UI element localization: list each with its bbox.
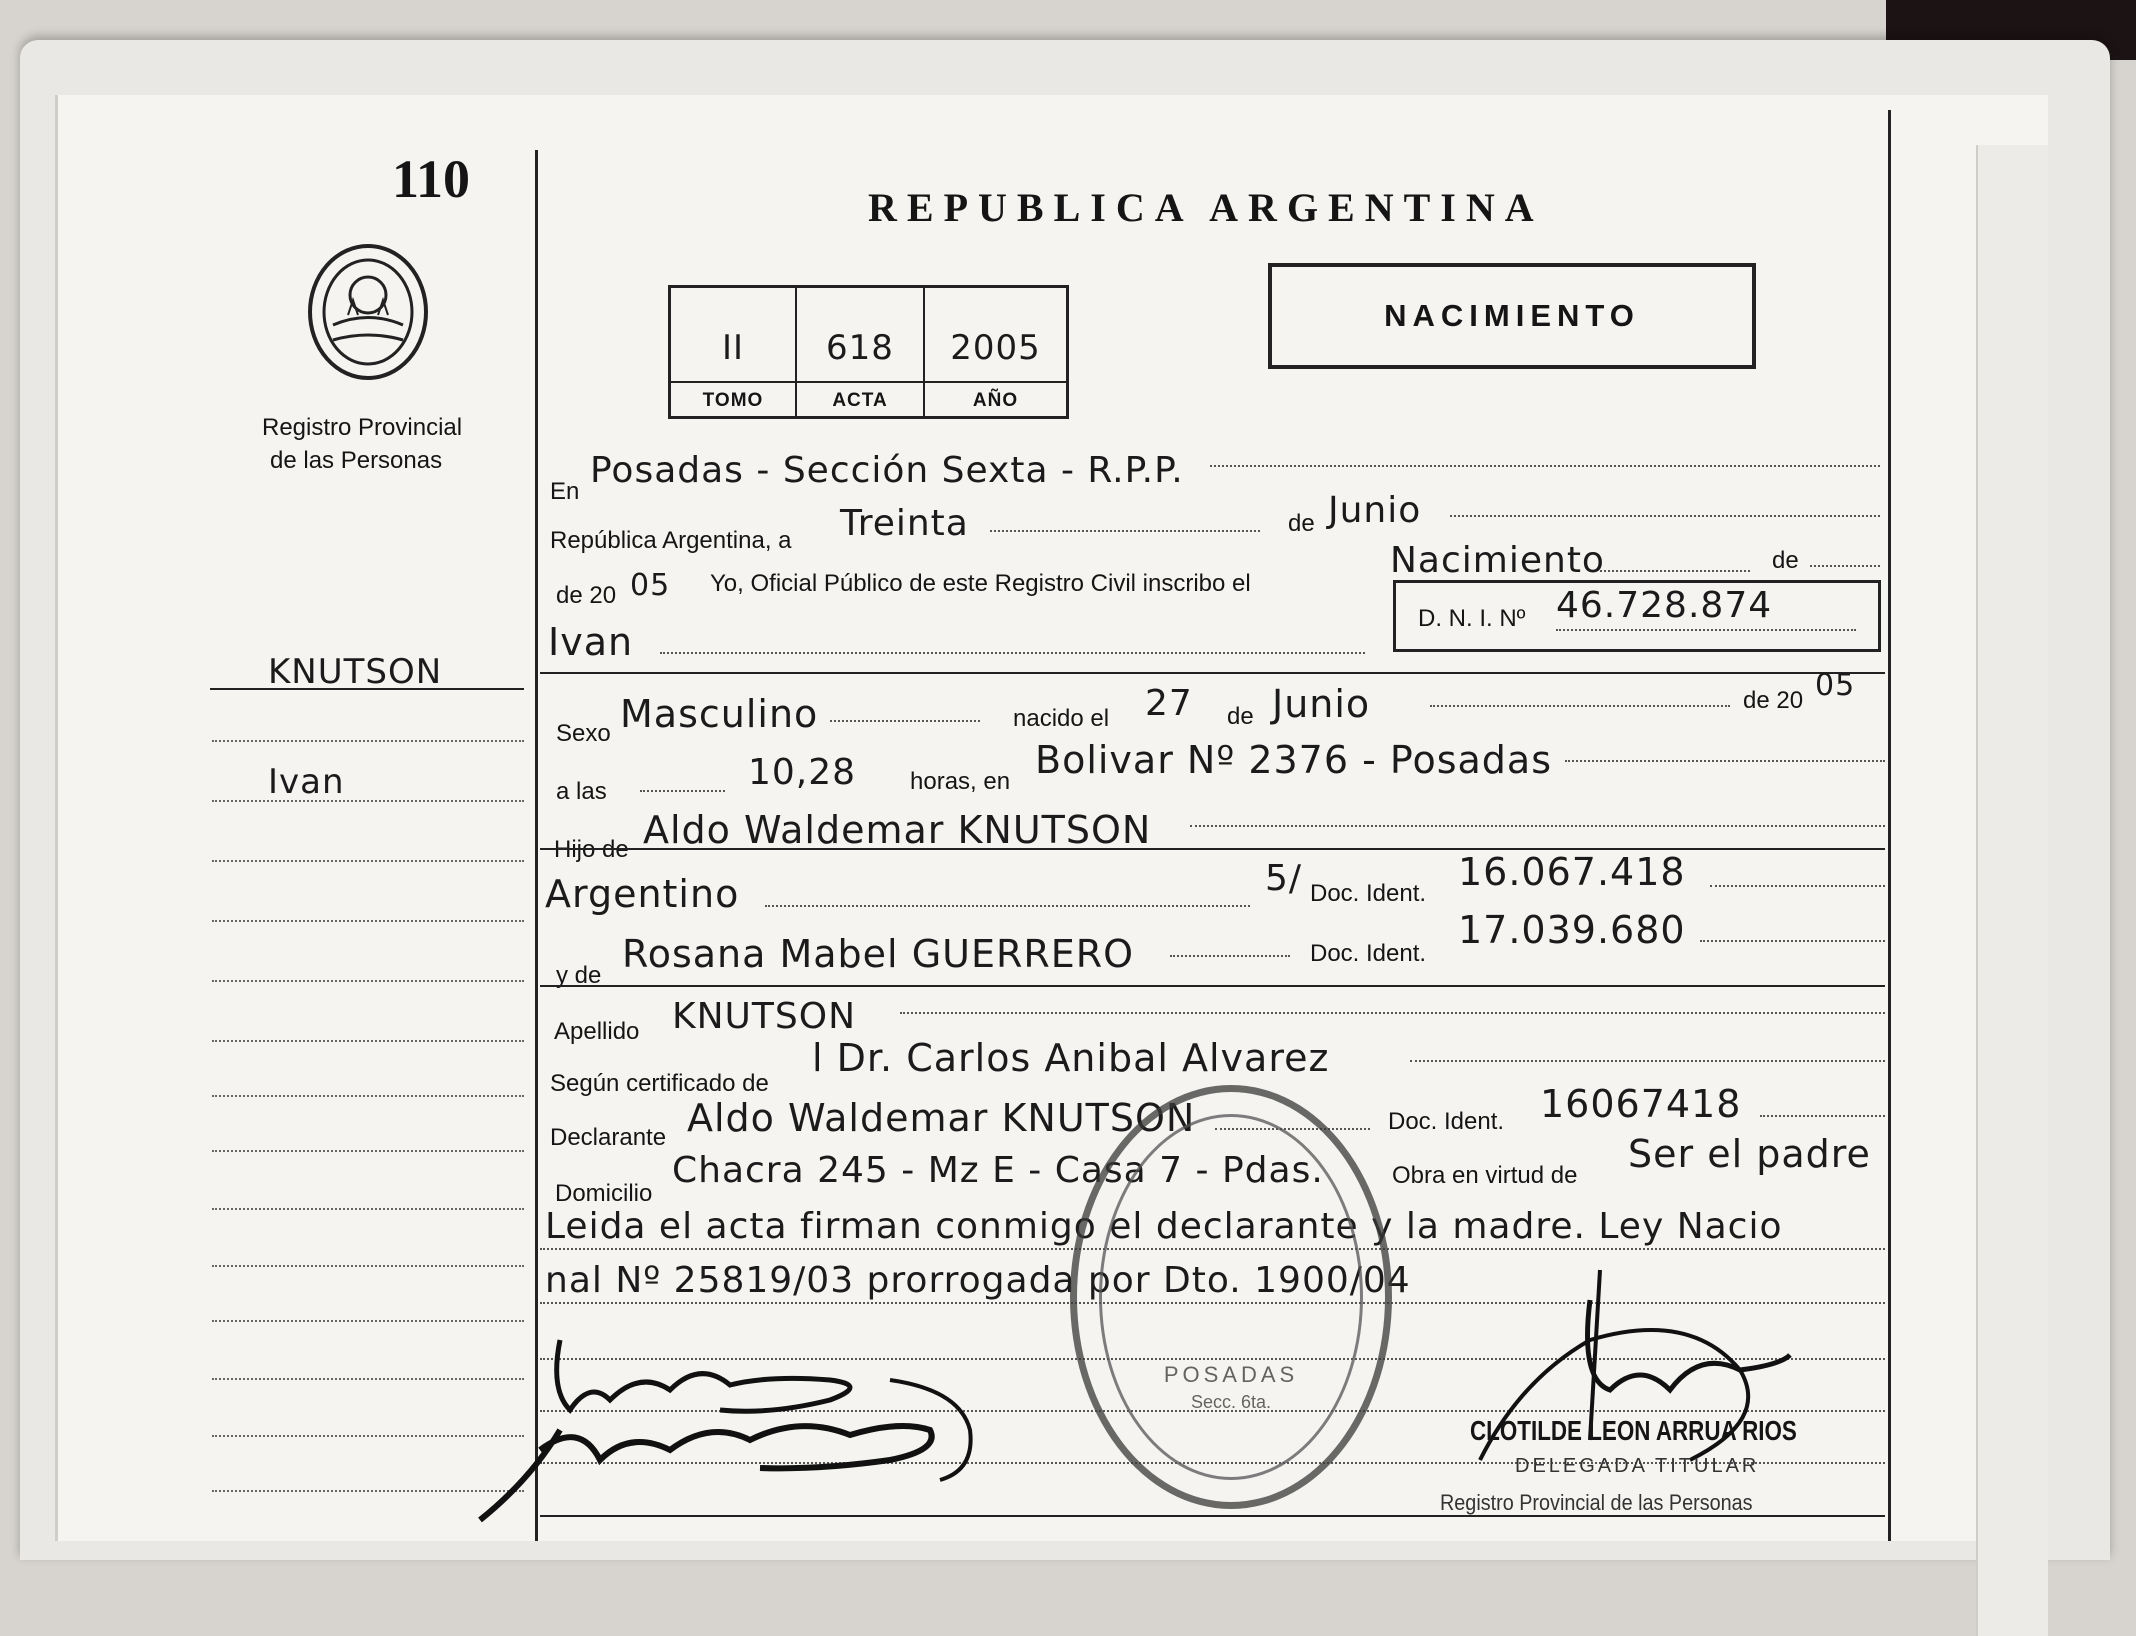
birth-month-line	[1430, 705, 1730, 707]
a-las-label: a las	[556, 778, 607, 805]
tomo-cell	[671, 288, 797, 416]
mother-name-value: Rosana Mabel GUERRERO	[622, 932, 1135, 976]
heading: REPUBLICA ARGENTINA	[868, 185, 1544, 230]
official-stamp	[1070, 1085, 1392, 1509]
sexo-label: Sexo	[556, 720, 611, 747]
child-name-line	[660, 652, 1365, 654]
de-label: de	[1288, 510, 1315, 537]
day-line	[990, 530, 1260, 532]
de-label-3: de	[1227, 703, 1254, 730]
apellido-value: KNUTSON	[672, 996, 856, 1037]
de-label-2: de	[1772, 547, 1799, 574]
acta-value: 618	[826, 328, 894, 368]
tomo-acta-ano-box	[668, 285, 1069, 419]
birth-month-value: Junio	[1272, 682, 1371, 726]
apellido-label: Apellido	[554, 1018, 640, 1045]
registry-line2: de las Personas	[270, 447, 443, 474]
margin-line	[212, 1208, 524, 1210]
obra-label: Obra en virtud de	[1392, 1162, 1578, 1189]
domicilio-value: Chacra 245 - Mz E - Casa 7 - Pdas.	[672, 1150, 1324, 1191]
dni-box	[1393, 580, 1881, 652]
mother-doc-line	[1700, 940, 1885, 942]
republica-label: República Argentina, a	[550, 527, 792, 554]
month-reg-value: Junio	[1328, 490, 1422, 531]
dni-line	[1556, 629, 1856, 631]
declarante-label: Declarante	[550, 1124, 667, 1151]
official-office: Registro Provincial de las Personas	[1440, 1490, 1753, 1515]
doc-ident-label-mother: Doc. Ident.	[1310, 940, 1427, 967]
horas-label: horas, en	[910, 768, 1011, 795]
margin-line	[212, 1040, 524, 1042]
ano-cell	[925, 288, 1066, 416]
oficial-text: Yo, Oficial Público de este Registro Civil inscribo el	[710, 570, 1251, 597]
page-right-margin	[1976, 145, 2048, 1636]
nationality-line	[765, 905, 1250, 907]
sexo-value: Masculino	[620, 692, 819, 736]
stamp-city: POSADAS	[1163, 1362, 1299, 1387]
certifier-line	[1410, 1060, 1885, 1062]
margin-surname: KNUTSON	[268, 652, 443, 692]
official-name: CLOTILDE LEON ARRUA RIOS	[1470, 1415, 1797, 1446]
stamp-sub: Secc. 6ta.	[1190, 1392, 1272, 1412]
obra-reason-value: Ser el padre	[1628, 1132, 1871, 1176]
margin-line	[212, 800, 524, 802]
margin-line	[212, 1265, 524, 1267]
margin-given-name: Ivan	[268, 762, 345, 802]
right-rule	[1888, 110, 1891, 1541]
record-type-box	[1268, 263, 1756, 369]
de20-label: de 20	[1743, 687, 1804, 714]
margin-line	[212, 980, 524, 982]
acta-label: ACTA	[832, 390, 888, 411]
father-doc-value: 16.067.418	[1458, 850, 1686, 894]
record-type: NACIMIENTO	[1384, 298, 1640, 333]
year-prefix-label: de 20	[556, 582, 617, 609]
apellido-line	[900, 1012, 1885, 1014]
birth-day-value: 27	[1145, 683, 1193, 724]
birth-place-value: Bolivar Nº 2376 - Posadas	[1035, 738, 1552, 782]
birth-place-line	[1565, 760, 1885, 762]
dni-value: 46.728.874	[1556, 585, 1773, 626]
page-number: 110	[392, 149, 471, 209]
certificado-label: Según certificado de	[550, 1070, 769, 1097]
declarant-signature-icon	[470, 1320, 990, 1530]
birth-time-value: 10,28	[748, 752, 857, 793]
month-line	[1450, 515, 1880, 517]
en-label: En	[550, 478, 580, 505]
hijo-label: Hijo de	[554, 836, 629, 863]
ano-label: AÑO	[972, 390, 1019, 411]
year-suffix-value: 05	[630, 568, 671, 603]
act-type-line	[1600, 570, 1750, 572]
margin-line	[212, 920, 524, 922]
y-de-label: y de	[556, 962, 602, 989]
father-doc-line	[1710, 885, 1885, 887]
margin-line	[212, 1150, 524, 1152]
declarant-doc-line	[1760, 1115, 1885, 1117]
certifier-value: l Dr. Carlos Anibal Alvarez	[812, 1036, 1330, 1080]
doc-ident-label-declarant: Doc. Ident.	[1388, 1108, 1505, 1135]
official-title: DELEGADA TITULAR	[1515, 1455, 1760, 1477]
stamp-inner-ring	[1099, 1114, 1363, 1480]
margin-surname-line	[210, 688, 524, 690]
act-type-value: Nacimiento	[1390, 540, 1605, 581]
domicilio-label: Domicilio	[555, 1180, 653, 1207]
nacido-label: nacido el	[1013, 705, 1110, 732]
remarks-line1: Leida el acta firman conmigo el declarante y la madre. Ley Nacio	[545, 1206, 1783, 1247]
act-type-line-end	[1810, 565, 1880, 567]
tomo-label: TOMO	[702, 390, 764, 411]
place-line	[1210, 465, 1880, 467]
dni-label: D. N. I. Nº	[1418, 605, 1526, 632]
doc-ident-label-father: Doc. Ident.	[1310, 880, 1427, 907]
place-value: Posadas - Sección Sexta - R.P.P.	[590, 450, 1184, 491]
time-line-pre	[640, 790, 725, 792]
child-name-value: Ivan	[548, 620, 634, 664]
section-rule-2	[540, 985, 1885, 987]
margin-line	[212, 740, 524, 742]
sexo-line	[830, 720, 980, 722]
remarks-line2: nal Nº 25819/03 prorrogada por Dto. 1900/04	[545, 1260, 1411, 1301]
margin-line	[212, 860, 524, 862]
father-name-line	[1190, 825, 1885, 827]
declarant-value: Aldo Waldemar KNUTSON	[687, 1096, 1196, 1140]
tomo-value: II	[721, 328, 745, 368]
mother-name-line	[1170, 955, 1290, 957]
father-name-value: Aldo Waldemar KNUTSON	[643, 808, 1152, 852]
acta-cell	[797, 288, 925, 416]
mother-doc-value: 17.039.680	[1458, 908, 1686, 952]
father-suffix-value: 5/	[1265, 858, 1303, 899]
birth-year-suffix-value: 05	[1815, 668, 1856, 703]
section-rule-1	[540, 672, 1885, 674]
ano-value: 2005	[950, 328, 1041, 368]
father-nationality-value: Argentino	[545, 872, 740, 916]
provincial-seal-icon	[303, 240, 433, 385]
declarant-doc-value: 16067418	[1540, 1082, 1742, 1126]
margin-line	[212, 1095, 524, 1097]
day-words-value: Treinta	[840, 503, 969, 544]
registry-line1: Registro Provincial	[262, 414, 463, 441]
